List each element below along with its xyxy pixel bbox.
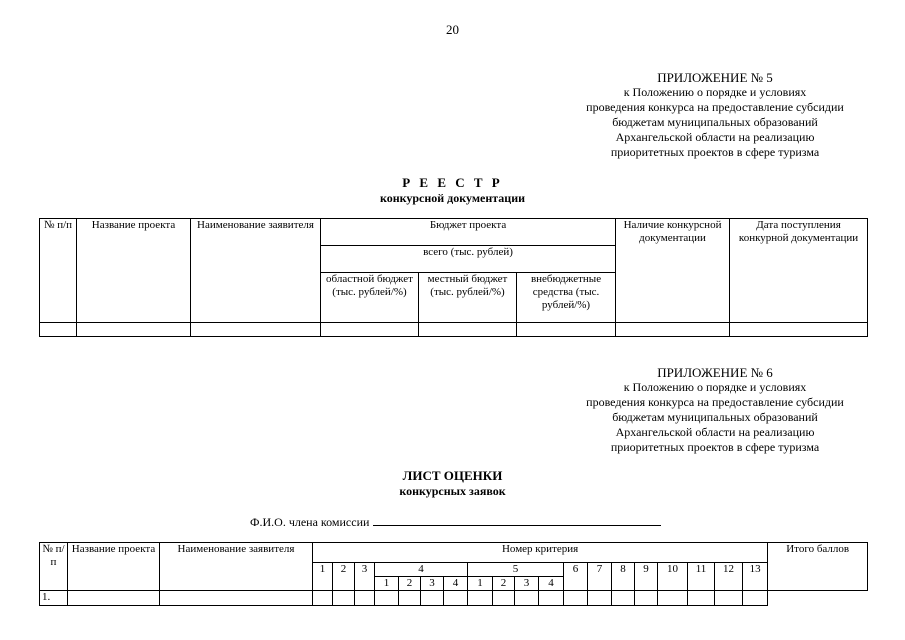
table-cell <box>313 591 333 606</box>
appendix-5-title: ПРИЛОЖЕНИЕ № 5 <box>657 70 773 85</box>
appendix-5-line: Архангельской области на реализацию <box>615 130 815 144</box>
evaluation-header-num: № п/п <box>40 543 68 591</box>
row-number: 1. <box>40 591 68 606</box>
criterion-5: 5 <box>468 563 564 577</box>
evaluation-header-criteria: Номер критерия <box>313 543 768 563</box>
criterion-10: 10 <box>658 563 688 591</box>
table-row <box>40 591 868 606</box>
table-cell <box>635 591 658 606</box>
table-cell <box>493 591 515 606</box>
criterion-5-sub: 3 <box>515 577 539 591</box>
table-cell <box>421 591 444 606</box>
registry-header-regional: областной бюджет (тыс. рублей/%) <box>321 273 419 323</box>
criterion-4-sub: 3 <box>421 577 444 591</box>
appendix-6-line: проведения конкурса на предоставление субсидии <box>586 395 844 409</box>
appendix-5-line: к Положению о порядке и условиях <box>623 85 807 99</box>
table-cell <box>588 591 612 606</box>
member-name-field <box>250 514 661 530</box>
table-cell <box>564 591 588 606</box>
table-cell <box>515 591 539 606</box>
registry-header-num: № п/п <box>40 219 77 323</box>
criterion-12: 12 <box>715 563 743 591</box>
table-cell <box>612 591 635 606</box>
evaluation-subtitle: конкурсных заявок <box>399 484 506 498</box>
registry-header-date: Дата поступления конкурной документации <box>730 219 868 323</box>
criterion-11: 11 <box>688 563 715 591</box>
criterion-5-sub: 1 <box>468 577 493 591</box>
table-cell <box>375 591 399 606</box>
criterion-4-sub: 1 <box>375 577 399 591</box>
table-cell <box>321 323 419 337</box>
appendix-6-title: ПРИЛОЖЕНИЕ № 6 <box>657 365 773 380</box>
evaluation-title: ЛИСТ ОЦЕНКИ <box>402 468 503 483</box>
criterion-1: 1 <box>313 563 333 591</box>
appendix-5-line: проведения конкурса на предоставление субсидии <box>586 100 844 114</box>
page-number: 20 <box>446 22 459 37</box>
criterion-2: 2 <box>333 563 355 591</box>
table-cell <box>444 591 468 606</box>
table-cell <box>419 323 517 337</box>
table-cell <box>160 591 313 606</box>
table-cell <box>658 591 688 606</box>
criterion-5-sub: 4 <box>539 577 564 591</box>
table-cell <box>715 591 743 606</box>
registry-subtitle: конкурсной документации <box>379 191 526 205</box>
criterion-3: 3 <box>355 563 375 591</box>
criterion-7: 7 <box>588 563 612 591</box>
table-cell <box>355 591 375 606</box>
member-name-line <box>373 514 661 526</box>
table-row <box>40 323 868 337</box>
table-cell <box>743 591 768 606</box>
appendix-6-line: к Положению о порядке и условиях <box>623 380 807 394</box>
table-cell <box>333 591 355 606</box>
registry-header-local: местный бюджет (тыс. рублей/%) <box>419 273 517 323</box>
registry-header-total: всего (тыс. рублей) <box>321 246 616 273</box>
table-cell <box>517 323 616 337</box>
table-cell <box>539 591 564 606</box>
registry-header-budget: Бюджет проекта <box>321 219 616 246</box>
evaluation-header-project: Название проекта <box>68 543 160 591</box>
criterion-13: 13 <box>743 563 768 591</box>
table-cell <box>616 323 730 337</box>
table-cell <box>468 591 493 606</box>
evaluation-header-applicant: Наименование заявителя <box>160 543 313 591</box>
table-cell <box>68 591 160 606</box>
registry-header-extra: внебюджетные средства (тыс. рублей/%) <box>517 273 616 323</box>
table-cell <box>688 591 715 606</box>
table-cell <box>399 591 421 606</box>
member-name-label: Ф.И.О. члена комиссии <box>250 515 370 529</box>
criterion-5-sub: 2 <box>493 577 515 591</box>
registry-header-docs: Наличие конкурсной документации <box>616 219 730 323</box>
appendix-6-line: Архангельской области на реализацию <box>615 425 815 439</box>
appendix-5-line: бюджетам муниципальных образований <box>612 115 818 129</box>
evaluation-table <box>39 542 868 606</box>
registry-header-applicant: Наименование заявителя <box>191 219 321 323</box>
criterion-4-sub: 4 <box>444 577 468 591</box>
appendix-5-line: приоритетных проектов в сфере туризма <box>610 145 820 159</box>
table-cell <box>191 323 321 337</box>
criterion-9: 9 <box>635 563 658 591</box>
table-cell <box>40 323 77 337</box>
criterion-4: 4 <box>375 563 468 577</box>
appendix-6-line: бюджетам муниципальных образований <box>612 410 818 424</box>
criterion-8: 8 <box>612 563 635 591</box>
table-cell <box>730 323 868 337</box>
registry-header-project: Название проекта <box>77 219 191 323</box>
criterion-4-sub: 2 <box>399 577 421 591</box>
registry-table <box>39 218 868 337</box>
appendix-6-block <box>545 365 885 455</box>
registry-title: Р Е Е С Т Р <box>402 175 503 190</box>
evaluation-header-total: Итого баллов <box>768 543 868 591</box>
criterion-6: 6 <box>564 563 588 591</box>
table-cell <box>77 323 191 337</box>
appendix-6-line: приоритетных проектов в сфере туризма <box>610 440 820 454</box>
appendix-5-block <box>545 70 885 160</box>
